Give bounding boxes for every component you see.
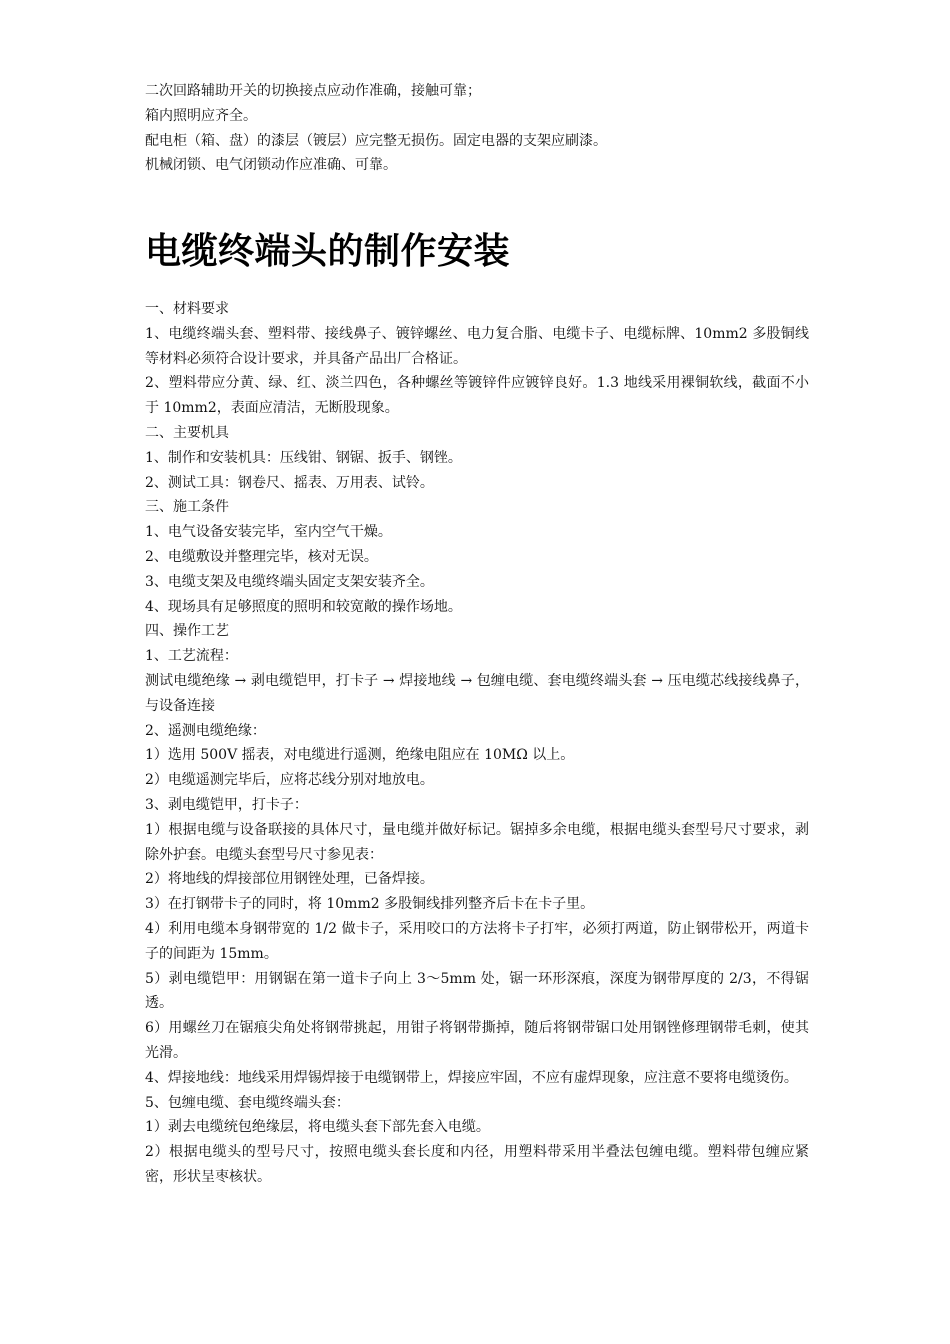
paragraph: 2、遥测电缆绝缘： [145,722,266,739]
paragraph: 1、电缆终端头套、塑料带、接线鼻子、镀锌螺丝、电力复合脂、电缆卡子、电缆标牌、10mm2 多股铜线等材料必须符合设计要求，并具备产品出厂合格证。 [145,325,809,367]
intro-line: 二次回路辅助开关的切换接点应动作准确，接触可靠； [145,83,481,99]
section-title: 二、主要机具 [145,424,229,441]
paragraph: 3、剥电缆铠甲，打卡子： [145,796,308,813]
process-flow: 测试电缆绝缘 → 剥电缆铠甲，打卡子 → 焊接地线 → 包缠电缆、套电缆终端头套 → 压电缆芯线接线鼻子，与设备连接 [145,672,809,714]
intro-line: 机械闭锁、电气闭锁动作应准确、可靠。 [145,157,397,174]
paragraph: 1）剥去电缆统包绝缘层，将电缆头套下部先套入电缆。 [145,1119,490,1136]
section-title: 一、材料要求 [145,301,229,317]
section-title: 三、施工条件 [145,499,229,516]
paragraph: 1）根据电缆与设备联接的具体尺寸，量电缆并做好标记。锯掉多余电缆，根据电缆头套型号尺寸要求，剥除外护套。电缆头套型号尺寸参见表： [145,821,809,863]
paragraph: 3）在打钢带卡子的同时，将 10mm2 多股铜线排列整齐后卡在卡子里。 [145,896,595,913]
intro-line: 箱内照明应齐全。 [145,107,257,124]
paragraph: 2、测试工具：钢卷尺、摇表、万用表、试铃。 [145,474,434,491]
body-section [145,297,809,1190]
paragraph: 2、电缆敷设并整理完毕，核对无误。 [145,548,378,565]
paragraph: 1、工艺流程： [145,648,238,665]
paragraph: 4、现场具有足够照度的照明和较宽敞的操作场地。 [145,598,462,615]
paragraph: 2）电缆遥测完毕后，应将芯线分别对地放电。 [145,772,434,789]
intro-line: 配电柜（箱、盘）的漆层（镀层）应完整无损伤。固定电器的支架应刷漆。 [145,132,607,149]
paragraph: 5、包缠电缆、套电缆终端头套： [145,1094,350,1111]
paragraph: 3、电缆支架及电缆终端头固定支架安装齐全。 [145,573,434,590]
intro-section [145,79,809,178]
section-title: 四、操作工艺 [145,623,229,640]
paragraph: 4、焊接地线：地线采用焊锡焊接于电缆钢带上，焊接应牢固，不应有虚焊现象，应注意不要将电缆烫伤。 [145,1069,798,1086]
paragraph: 1、电气设备安装完毕，室内空气干燥。 [145,524,392,541]
paragraph: 4）利用电缆本身钢带宽的 1/2 做卡子，采用咬口的方法将卡子打牢，必须打两道，防止钢带松开，两道卡子的间距为 15mm。 [145,920,809,962]
section-heading: 电缆终端头的制作安装 [145,231,511,272]
paragraph: 6）用螺丝刀在锯痕尖角处将钢带挑起，用钳子将钢带撕掉，随后将钢带锯口处用钢锉修理钢带毛刺，使其光滑。 [145,1020,809,1061]
paragraph: 1）选用 500V 摇表，对电缆进行遥测，绝缘电阻应在 10MΩ 以上。 [145,747,575,764]
paragraph: 2、塑料带应分黄、绿、红、淡兰四色，各种螺丝等镀锌件应镀锌良好。1.3 地线采用裸铜软线，截面不小于 10mm2，表面应清洁，无断股现象。 [145,375,809,417]
paragraph: 2）根据电缆头的型号尺寸，按照电缆头套长度和内径，用塑料带采用半叠法包缠电缆。塑料带包缠应紧密，形状呈枣核状。 [145,1144,809,1185]
paragraph: 2）将地线的焊接部位用钢锉处理，已备焊接。 [145,871,434,888]
paragraph: 1、制作和安装机具：压线钳、钢锯、扳手、钢锉。 [145,449,462,466]
paragraph: 5）剥电缆铠甲：用钢锯在第一道卡子向上 3～5mm 处，锯一环形深痕，深度为钢带厚度的 2/3，不得锯透。 [145,970,809,1012]
